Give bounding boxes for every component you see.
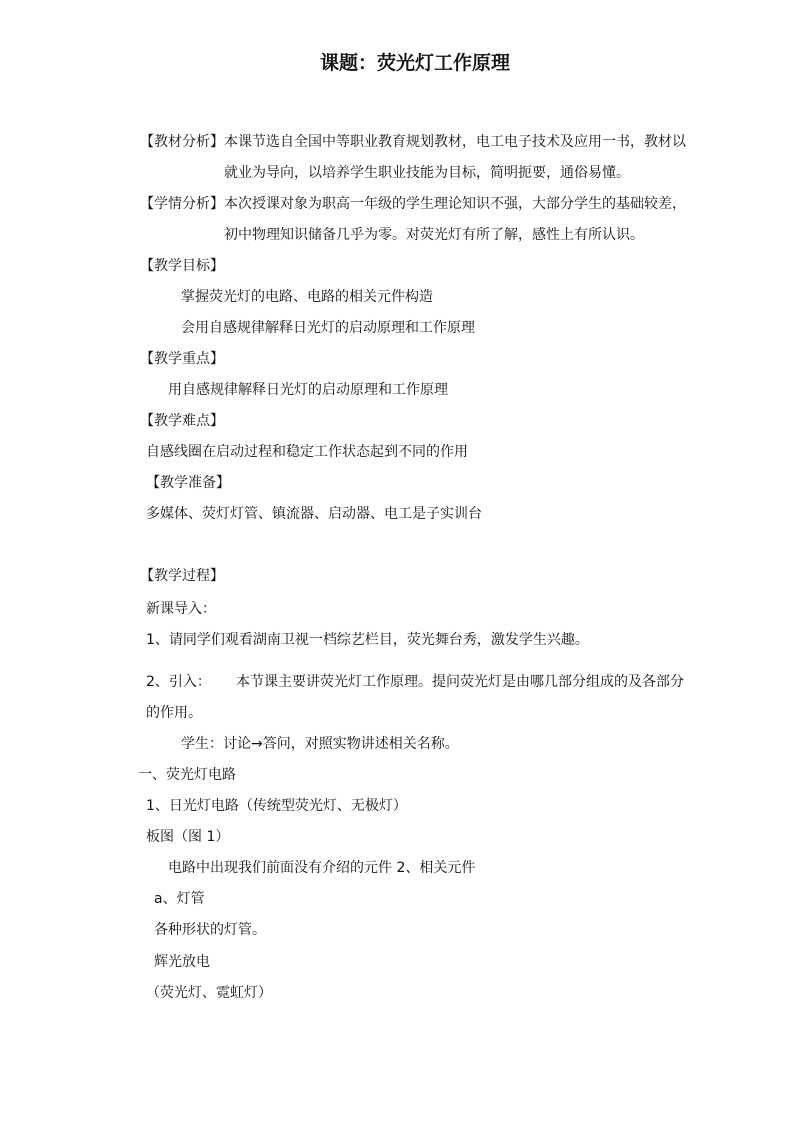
subsection-heading: 1、日光灯电路（传统型荧光灯、无极灯） [146,798,407,814]
intro-label: 新课导入： [146,601,216,617]
lamp-shapes-text: 各种形状的灯管。 [154,922,266,938]
learner-analysis-label: 【学情分析】 [140,196,224,212]
objectives-label: 【教学目标】 [140,258,224,274]
learner-analysis-line-1: 本次授课对象为职高一年级的学生理论知识不强，大部分学生的基础较差， [224,196,686,212]
difficulties-label: 【教学难点】 [140,413,224,429]
student-activity: 学生：讨论→答问，对照实物讲述相关名称。 [181,736,459,752]
objective-item: 会用自感规律解释日光灯的启动原理和工作原理 [181,320,475,336]
glow-discharge-text: 辉光放电 [154,954,210,970]
process-label: 【教学过程】 [140,568,224,584]
section-heading: 一、荧光灯电路 [138,767,236,783]
process-step-2-continued: 的作用。 [146,705,202,721]
preparation-text: 多媒体、荧灯灯管、镇流器、启动器、电工是子实训台 [146,506,482,522]
board-figure-note: 板图（图 1） [146,829,230,845]
component-item-a: a、灯管 [154,891,205,907]
circuit-note: 电路中出现我们前面没有介绍的元件 2、相关元件 [168,860,476,876]
process-step-1: 1、请同学们观看湖南卫视一档综艺栏目，荧光舞台秀，激发学生兴趣。 [146,632,589,648]
textbook-analysis-line-1: 本课节选自全国中等职业教育规划教材，电工电子技术及应用一书，教材以 [224,134,686,150]
document-title: 课题：荧光灯工作原理 [320,52,511,74]
preparation-label: 【教学准备】 [146,475,230,491]
key-points-text: 用自感规律解释日光灯的启动原理和工作原理 [168,382,448,398]
glow-examples-text: （荧光灯、霓虹灯） [146,985,272,1001]
process-step-2-text: 本节课主要讲荧光灯工作原理。提问荧光灯是由哪几部分组成的及各部分 [236,674,684,690]
textbook-analysis-line-2: 就业为导向，以培养学生职业技能为目标，简明扼要，通俗易懂。 [224,165,630,181]
difficulties-text: 自感线圈在启动过程和稳定工作状态起到不同的作用 [146,444,468,460]
textbook-analysis-label: 【教材分析】 [140,134,224,150]
process-step-2-prefix: 2、引入： [146,674,211,690]
objective-item: 掌握荧光灯的电路、电路的相关元件构造 [181,289,433,305]
learner-analysis-line-2: 初中物理知识储备几乎为零。对荧光灯有所了解，感性上有所认识。 [224,227,644,243]
key-points-label: 【教学重点】 [140,351,224,367]
